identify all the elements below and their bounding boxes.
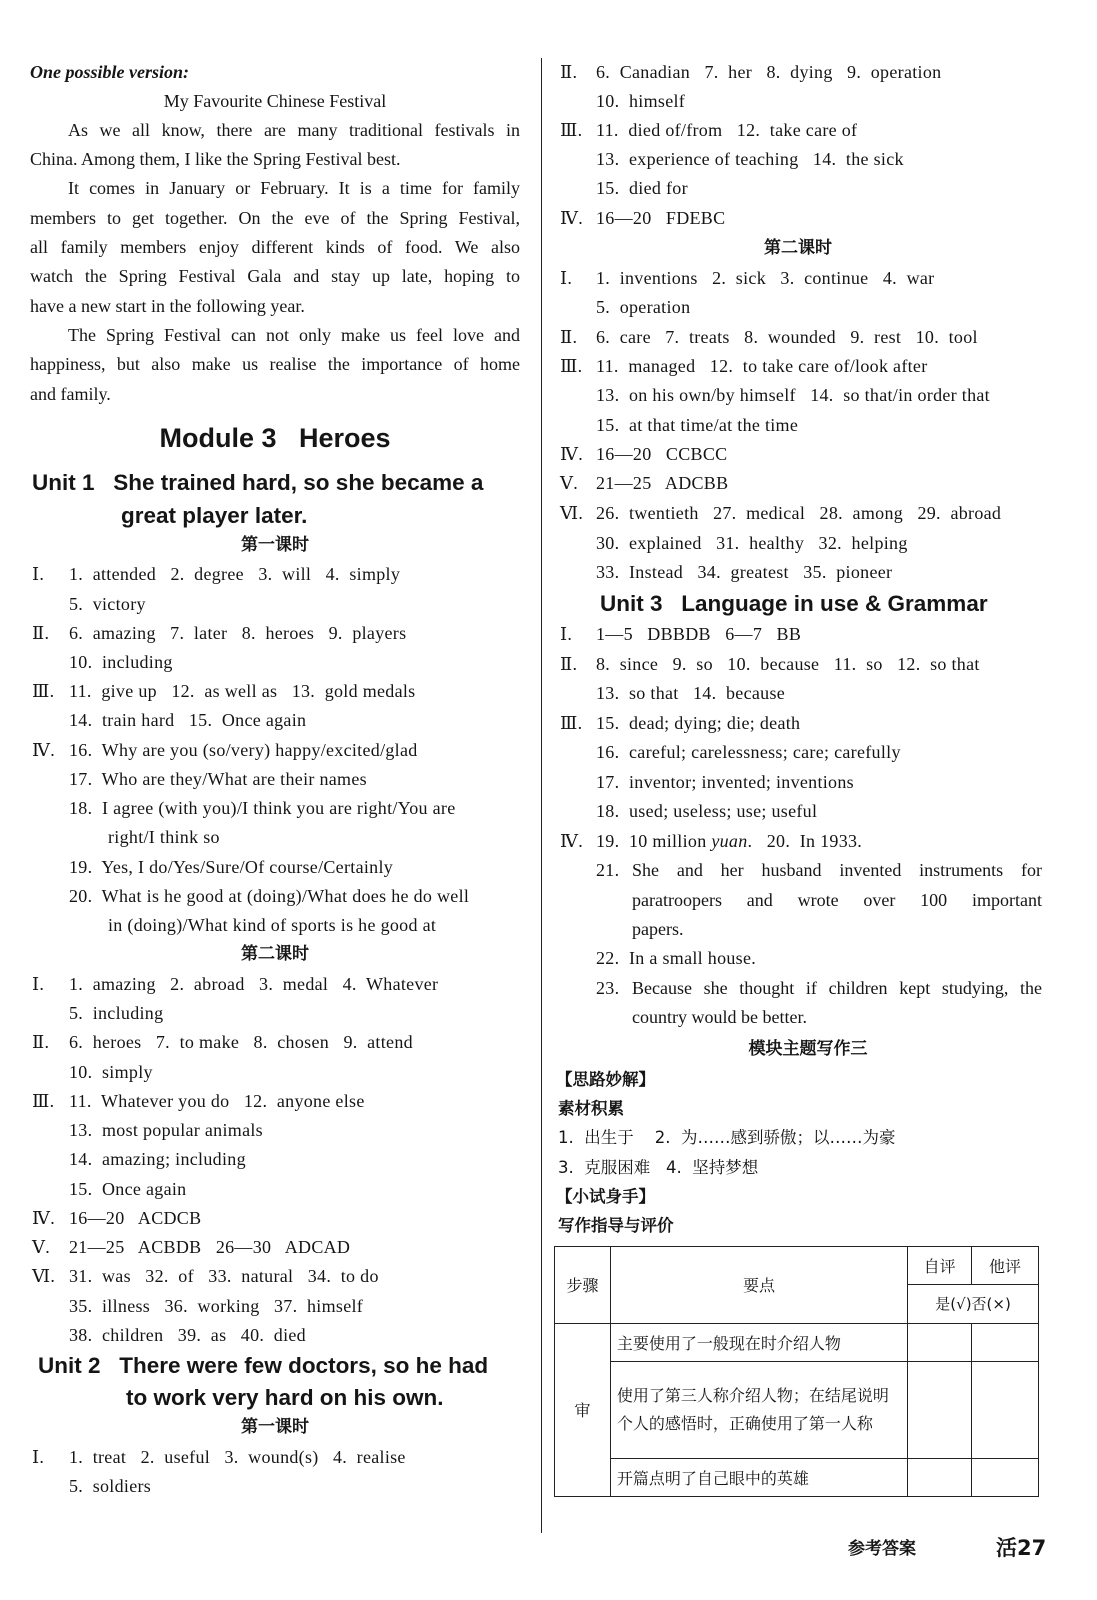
answer-text: 26. twentieth 27. medical 28. among 29. abroad bbox=[596, 503, 1002, 523]
answer-line: 22. In a small house. bbox=[596, 948, 757, 968]
section-practice: 【小试身手】 bbox=[556, 1187, 655, 1206]
answer-line: 15. at that time/at the time bbox=[596, 415, 799, 435]
answer-line bbox=[560, 58, 941, 86]
answer-text: 1—5 DBBDB 6—7 BB bbox=[596, 624, 802, 644]
answer-line: Because she thought if children kept studying, the bbox=[632, 978, 1042, 998]
answer-line: 18. I agree (with you)/I think you are right/You are bbox=[69, 798, 456, 818]
answer-line: 21. bbox=[596, 860, 629, 880]
roman-numeral: Ⅰ. bbox=[560, 624, 573, 644]
answer-line bbox=[560, 827, 862, 855]
roman-numeral: Ⅱ. bbox=[560, 327, 578, 347]
unit2-lesson1-heading: 第一课时 bbox=[241, 1417, 309, 1437]
answer-line: 10. himself bbox=[596, 91, 686, 111]
answer-text: 11. give up 12. as well as 13. gold medals bbox=[69, 681, 416, 701]
peer-eval-cell[interactable] bbox=[972, 1361, 1039, 1458]
header-step: 步骤 bbox=[555, 1247, 611, 1324]
answer-line: 20. What is he good at (doing)/What does he do well bbox=[69, 886, 470, 906]
answer-line: 18. used; useless; use; useful bbox=[596, 801, 818, 821]
answer-line bbox=[560, 264, 934, 292]
answer-line: paratroopers and wrote over 100 important bbox=[632, 890, 1042, 910]
answer-line bbox=[560, 440, 727, 468]
roman-numeral: Ⅴ. bbox=[32, 1237, 51, 1257]
left-column bbox=[0, 0, 548, 1600]
answer-line bbox=[32, 970, 438, 998]
answer-line: 5. operation bbox=[596, 297, 691, 317]
materials-line: 3. 克服困难 4. 坚持梦想 bbox=[558, 1158, 759, 1177]
column-divider bbox=[541, 58, 542, 1533]
header-yes-no: 是(√)否(×) bbox=[908, 1285, 1039, 1323]
answer-line bbox=[560, 204, 725, 232]
self-eval-cell[interactable] bbox=[908, 1361, 972, 1458]
unit1-title-line2: great player later. bbox=[121, 503, 308, 528]
essay-line: As we all know, there are many traditional festivals in bbox=[68, 120, 520, 140]
answer-text: 8. since 9. so 10. because 11. so 12. so that bbox=[596, 654, 980, 674]
answer-line bbox=[32, 1262, 379, 1290]
answer-line: 13. experience of teaching 14. the sick bbox=[596, 149, 904, 169]
answer-line bbox=[32, 1204, 201, 1232]
answer-text: 31. was 32. of 33. natural 34. to do bbox=[69, 1266, 379, 1286]
answer-line bbox=[32, 1028, 413, 1056]
answer-line: 35. illness 36. working 37. himself bbox=[69, 1296, 364, 1316]
answer-line: 33. Instead 34. greatest 35. pioneer bbox=[596, 562, 893, 582]
answer-line: 5. including bbox=[69, 1003, 164, 1023]
evaluation-table bbox=[554, 1246, 1039, 1497]
answer-line bbox=[560, 709, 800, 737]
roman-numeral: Ⅰ. bbox=[32, 1447, 45, 1467]
answer-19: 19. 10 million bbox=[596, 831, 712, 851]
answer-line: 5. soldiers bbox=[69, 1476, 152, 1496]
answer-text: 16—20 FDEBC bbox=[596, 208, 726, 228]
roman-numeral: Ⅵ. bbox=[560, 503, 584, 523]
unit1-lesson1-heading: 第一课时 bbox=[241, 535, 309, 555]
answer-line: 5. victory bbox=[69, 594, 146, 614]
answer-line: 13. most popular animals bbox=[69, 1120, 263, 1140]
roman-numeral: Ⅲ. bbox=[32, 681, 55, 701]
answer-line: 10. including bbox=[69, 652, 173, 672]
materials-label: 素材积累 bbox=[558, 1099, 624, 1118]
essay-line: China. Among them, I like the Spring Festival best. bbox=[30, 149, 401, 169]
answer-text: 16. Why are you (so/very) happy/excited/glad bbox=[69, 740, 418, 760]
answer-text: 21—25 ADCBB bbox=[596, 473, 729, 493]
point-cell: 使用了第三人称介绍人物；在结尾说明个人的感悟时，正确使用了第一人称 bbox=[610, 1361, 907, 1458]
answer-text: 16—20 CCBCC bbox=[596, 444, 728, 464]
answer-line bbox=[32, 736, 418, 764]
answer-line bbox=[560, 116, 857, 144]
guide-label: 写作指导与评价 bbox=[558, 1216, 674, 1235]
answer-line bbox=[32, 619, 406, 647]
roman-numeral: Ⅲ. bbox=[560, 120, 583, 140]
answer-line: 14. amazing; including bbox=[69, 1149, 246, 1169]
answer-text: 1. treat 2. useful 3. wound(s) 4. realise bbox=[69, 1447, 406, 1467]
unit2-title-line2: to work very hard on his own. bbox=[126, 1385, 444, 1410]
step-cell: 审 bbox=[555, 1323, 611, 1496]
essay-label-text: One possible version: bbox=[30, 62, 189, 82]
roman-numeral: Ⅵ. bbox=[32, 1266, 56, 1286]
answer-text: 1. attended 2. degree 3. will 4. simply bbox=[69, 564, 401, 584]
self-eval-cell[interactable] bbox=[908, 1323, 972, 1361]
roman-numeral: Ⅳ. bbox=[32, 740, 56, 760]
answer-line: papers. bbox=[632, 919, 684, 939]
roman-numeral: Ⅳ. bbox=[560, 208, 584, 228]
essay-line: members to get together. On the eve of the Spring Festival, bbox=[30, 208, 520, 228]
header-peer: 他评 bbox=[972, 1247, 1039, 1285]
essay-line: have a new start in the following year. bbox=[30, 296, 305, 316]
section-thinking: 【思路妙解】 bbox=[556, 1070, 655, 1089]
roman-numeral: Ⅱ. bbox=[560, 62, 578, 82]
answer-text: 6. care 7. treats 8. wounded 9. rest 10. tool bbox=[596, 327, 978, 347]
roman-numeral: Ⅱ. bbox=[32, 623, 50, 643]
answer-20: . 20. In 1933. bbox=[747, 831, 863, 851]
roman-numeral: Ⅴ. bbox=[560, 473, 579, 493]
answer-line bbox=[560, 620, 801, 648]
answer-line: 23. bbox=[596, 978, 629, 998]
roman-numeral: Ⅲ. bbox=[32, 1091, 55, 1111]
answer-text: 16—20 ACDCB bbox=[69, 1208, 202, 1228]
answer-text: 1. amazing 2. abroad 3. medal 4. Whatever bbox=[69, 974, 439, 994]
roman-numeral: Ⅰ. bbox=[560, 268, 573, 288]
essay-label bbox=[30, 58, 189, 86]
answer-line: in (doing)/What kind of sports is he good at bbox=[108, 915, 437, 935]
answer-line: 10. simply bbox=[69, 1062, 153, 1082]
peer-eval-cell[interactable] bbox=[972, 1458, 1039, 1496]
answer-line: 19. Yes, I do/Yes/Sure/Of course/Certainly bbox=[69, 857, 394, 877]
essay-line: watch the Spring Festival Gala and stay up late, hoping to bbox=[30, 266, 520, 286]
essay-line: It comes in January or February. It is a time for family bbox=[68, 178, 520, 198]
point-cell: 主要使用了一般现在时介绍人物 bbox=[610, 1323, 907, 1361]
roman-numeral: Ⅲ. bbox=[560, 713, 583, 733]
answer-line bbox=[32, 1233, 350, 1261]
answer-line: 14. train hard 15. Once again bbox=[69, 710, 307, 730]
header-points: 要点 bbox=[610, 1247, 907, 1324]
point-cell: 开篇点明了自己眼中的英雄 bbox=[610, 1458, 907, 1496]
answer-line bbox=[32, 560, 400, 588]
module-title: Module 3 Heroes bbox=[159, 423, 391, 453]
unit3-title: Unit 3 Language in use & Grammar bbox=[600, 591, 988, 616]
self-eval-cell[interactable] bbox=[908, 1458, 972, 1496]
answer-text: 15. dead; dying; die; death bbox=[596, 713, 801, 733]
answer-text: 6. heroes 7. to make 8. chosen 9. attend bbox=[69, 1032, 413, 1052]
answer-line: 30. explained 31. healthy 32. helping bbox=[596, 533, 908, 553]
answer-line bbox=[32, 1087, 365, 1115]
answer-line bbox=[560, 499, 1001, 527]
right-column bbox=[548, 0, 1097, 1600]
answer-line: 15. Once again bbox=[69, 1179, 187, 1199]
header-self: 自评 bbox=[908, 1247, 972, 1285]
answer-text: In a small house. bbox=[629, 948, 757, 968]
essay-line: and family. bbox=[30, 384, 111, 404]
answer-line: country would be better. bbox=[632, 1007, 807, 1027]
answer-line bbox=[560, 352, 928, 380]
writing-heading: 模块主题写作三 bbox=[748, 1039, 868, 1059]
answer-19-yuan: yuan bbox=[711, 831, 748, 851]
answer-line bbox=[32, 677, 416, 705]
roman-numeral: Ⅳ. bbox=[560, 831, 584, 851]
roman-numeral: Ⅳ. bbox=[560, 444, 584, 464]
answer-line bbox=[560, 650, 980, 678]
answer-text: 11. died of/from 12. take care of bbox=[596, 120, 858, 140]
materials-line: 1. 出生于 2. 为……感到骄傲；以……为豪 bbox=[558, 1128, 896, 1147]
answer-text: 6. amazing 7. later 8. heroes 9. players bbox=[69, 623, 407, 643]
answer-text: 11. managed 12. to take care of/look after bbox=[596, 356, 928, 376]
answer-line: 38. children 39. as 40. died bbox=[69, 1325, 306, 1345]
answer-text: 6. Canadian 7. her 8. dying 9. operation bbox=[596, 62, 942, 82]
essay-line: The Spring Festival can not only make us feel love and bbox=[68, 325, 520, 345]
answer-line bbox=[560, 469, 728, 497]
unit2-title-line1: Unit 2 There were few doctors, so he had bbox=[38, 1353, 489, 1378]
answer-line: 15. died for bbox=[596, 178, 688, 198]
answer-line: 17. Who are they/What are their names bbox=[69, 769, 367, 789]
answer-text: 1. inventions 2. sick 3. continue 4. war bbox=[596, 268, 935, 288]
unit1-title-line1: Unit 1 She trained hard, so she became a bbox=[32, 470, 484, 495]
roman-numeral: Ⅱ. bbox=[32, 1032, 50, 1052]
roman-numeral: Ⅱ. bbox=[560, 654, 578, 674]
answer-line: 13. on his own/by himself 14. so that/in order that bbox=[596, 385, 990, 405]
answer-line: right/I think so bbox=[108, 827, 220, 847]
roman-numeral: Ⅳ. bbox=[32, 1208, 56, 1228]
answer-line bbox=[32, 1443, 406, 1471]
roman-numeral: Ⅰ. bbox=[32, 564, 45, 584]
page-number: 活27 bbox=[996, 1536, 1047, 1560]
answer-line bbox=[560, 323, 978, 351]
unit1-lesson2-heading: 第二课时 bbox=[241, 944, 309, 964]
answer-text: 21—25 ACBDB 26—30 ADCAD bbox=[69, 1237, 351, 1257]
roman-numeral: Ⅲ. bbox=[560, 356, 583, 376]
answer-line: 17. inventor; invented; inventions bbox=[596, 772, 854, 792]
essay-line: all family members enjoy different kinds of food. We also bbox=[30, 237, 520, 257]
answer-line: 16. careful; carelessness; care; carefully bbox=[596, 742, 901, 762]
answer-text bbox=[596, 831, 862, 851]
unit2-lesson2-heading: 第二课时 bbox=[764, 238, 832, 258]
answer-line: She and her husband invented instruments for bbox=[632, 860, 1042, 880]
essay-line: happiness, but also make us realise the importance of home bbox=[30, 354, 520, 374]
roman-numeral: Ⅰ. bbox=[32, 974, 45, 994]
peer-eval-cell[interactable] bbox=[972, 1323, 1039, 1361]
essay-title: My Favourite Chinese Festival bbox=[163, 91, 387, 111]
answer-line: 13. so that 14. because bbox=[596, 683, 786, 703]
footer-label: 参考答案 bbox=[848, 1539, 916, 1559]
answer-text: 11. Whatever you do 12. anyone else bbox=[69, 1091, 365, 1111]
